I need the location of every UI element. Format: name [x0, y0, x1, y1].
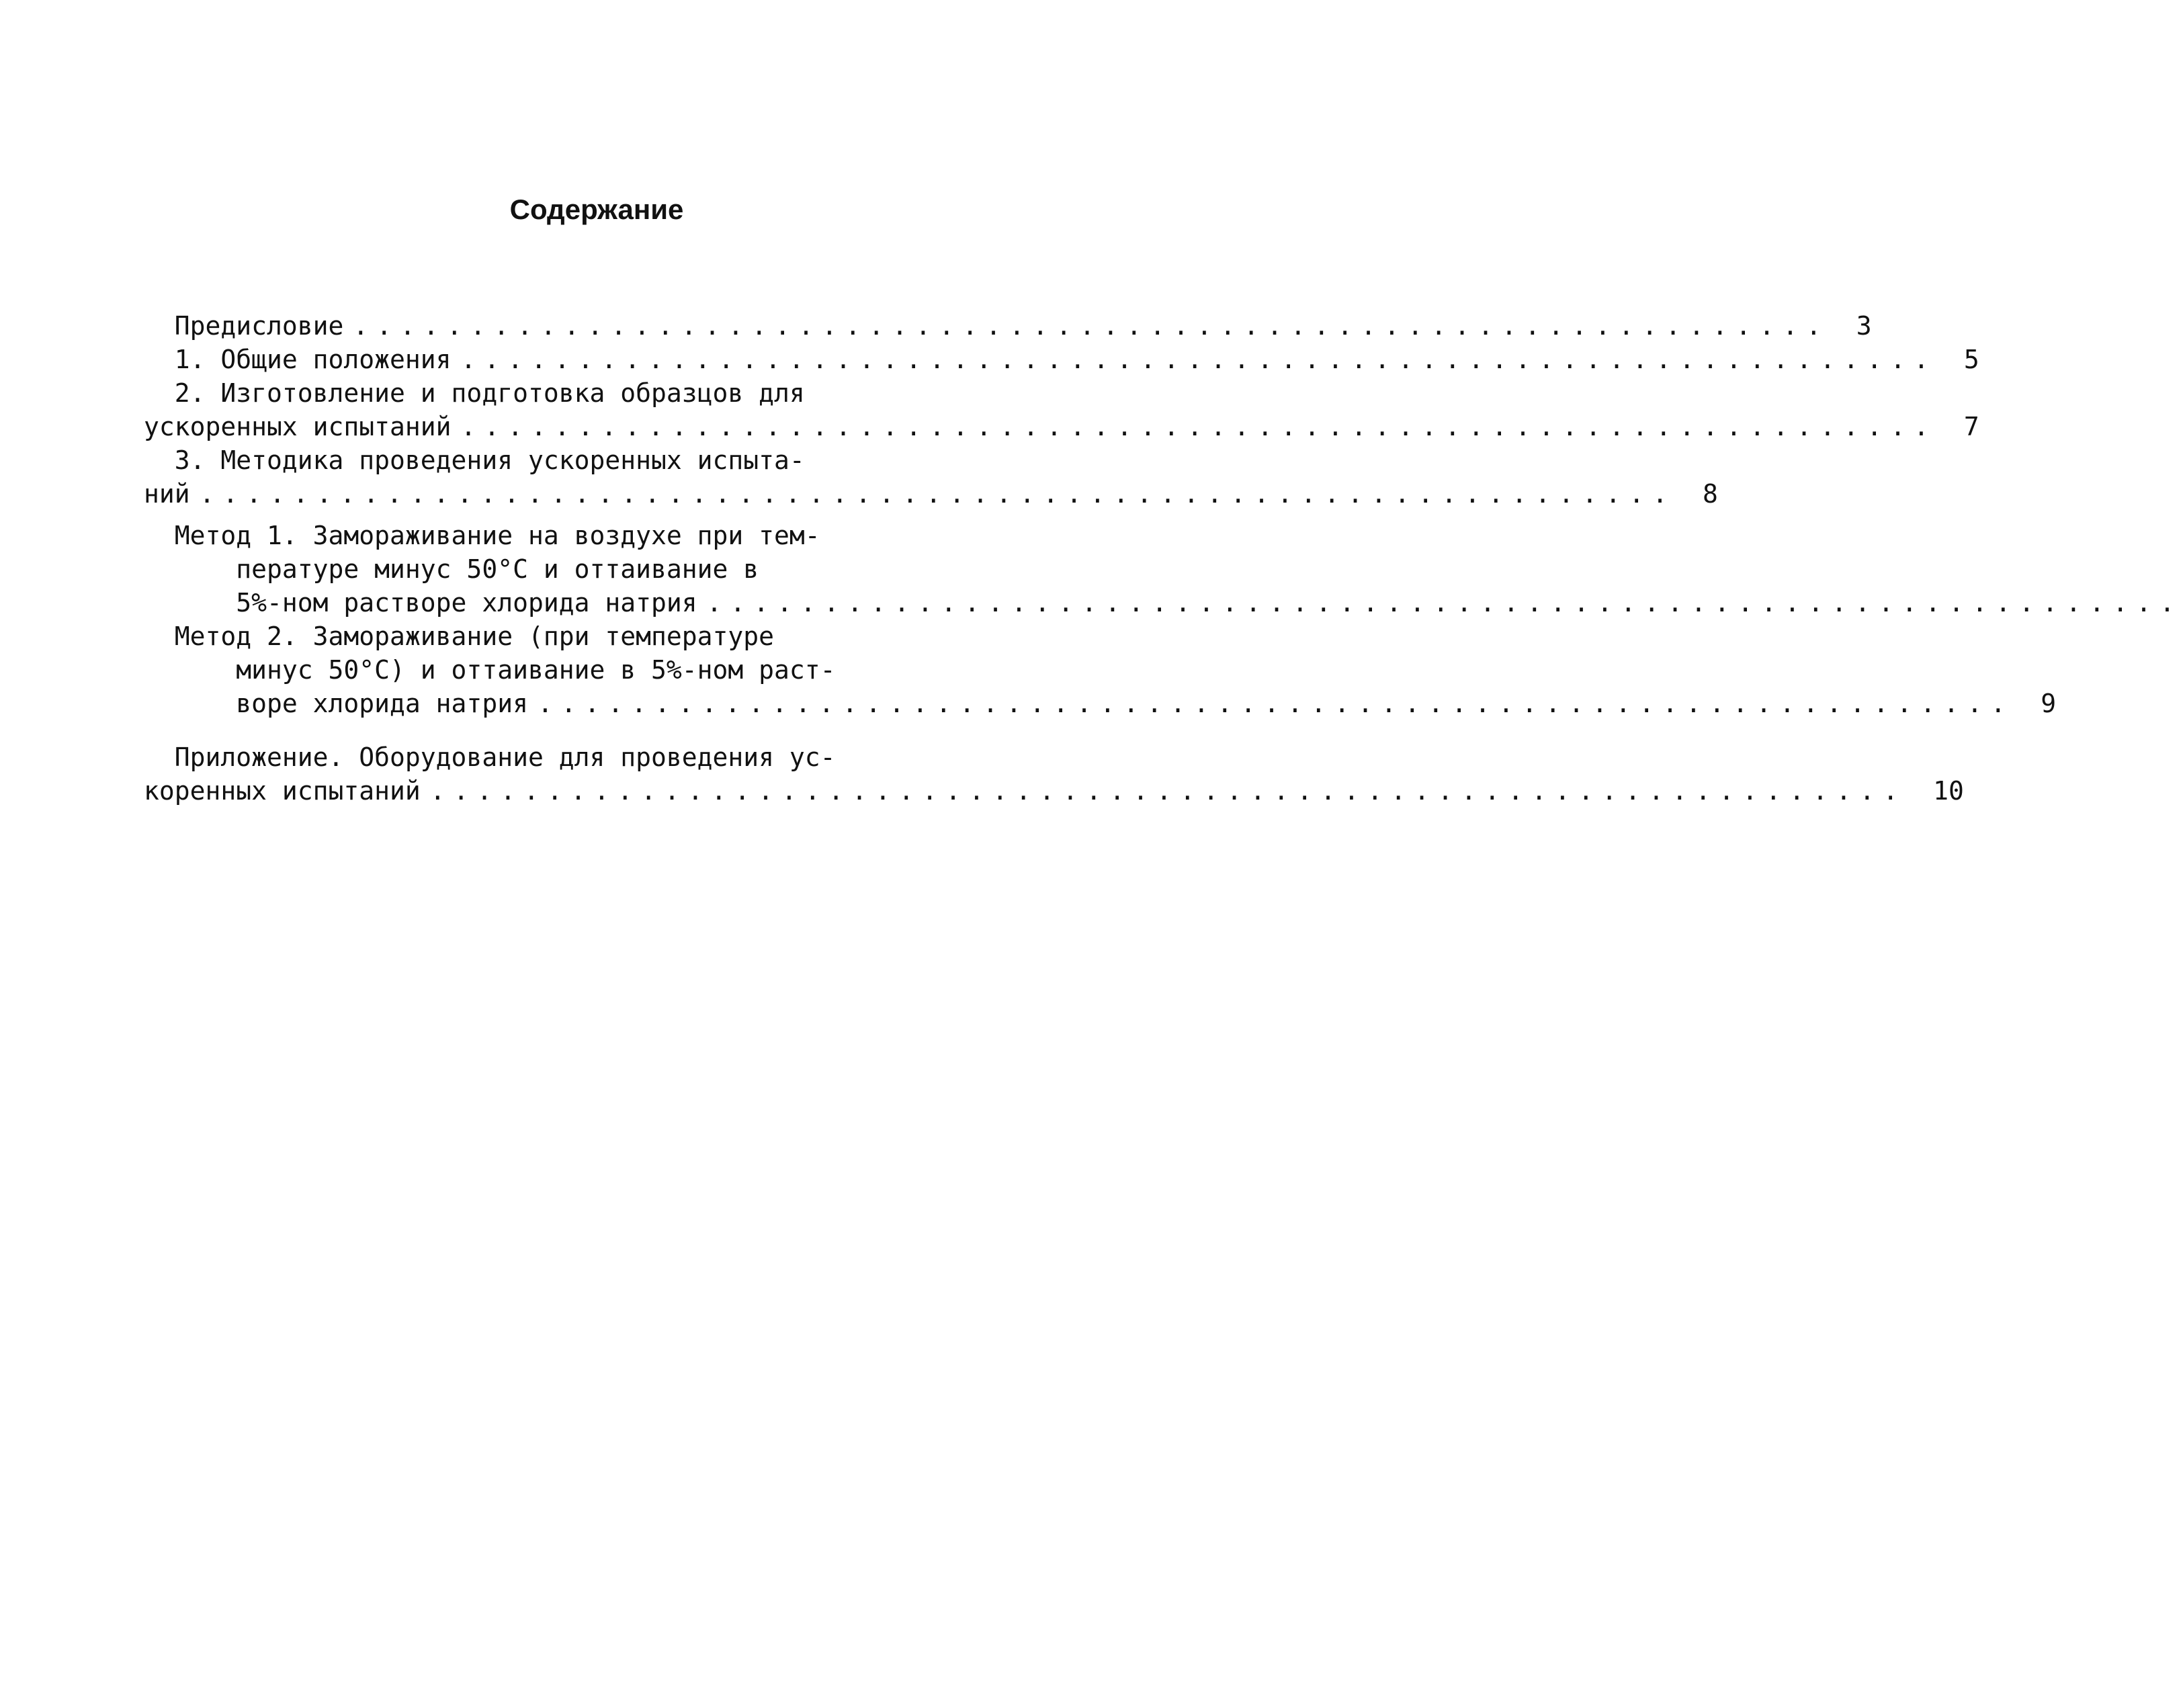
toc-text: пературе минус 50°С и оттаивание в — [144, 554, 759, 584]
toc-line — [144, 410, 1979, 443]
toc-text: Приложение. Оборудование для проведения ус- — [144, 742, 836, 772]
toc-leader: ............................................................... — [460, 345, 1937, 374]
toc-line — [144, 586, 2183, 620]
toc-page-number: 8 — [1702, 479, 1718, 509]
toc-line — [144, 620, 997, 653]
page-title: Содержание — [509, 194, 684, 225]
toc-line — [144, 740, 997, 774]
table-of-contents — [144, 309, 2183, 808]
toc-line — [144, 653, 997, 687]
toc-page-number: 9 — [2041, 689, 2057, 718]
toc-text: минус 50°С) и оттаивание в 5%-ном раст- — [144, 655, 836, 685]
toc-page-number: 3 — [1856, 311, 1872, 341]
toc-text: Метод 1. Замораживание на воздухе при тем- — [144, 521, 820, 550]
toc-line — [144, 477, 1718, 511]
toc-text: 3. Методика проведения ускоренных испыта- — [144, 445, 805, 475]
toc-text: 2. Изготовление и подготовка образцов для — [144, 378, 805, 408]
toc-leader: ............................................................... — [706, 588, 2183, 617]
toc-page-number: 10 — [1933, 776, 1964, 806]
toc-text: ний — [144, 479, 190, 509]
toc-leader: ............................................................... — [199, 479, 1676, 509]
toc-text: воре хлорида натрия — [144, 689, 528, 718]
toc-page-number: 5 — [1963, 345, 1979, 374]
toc-text: коренных испытаний — [144, 776, 421, 806]
toc-text: Метод 2. Замораживание (при температуре — [144, 622, 774, 651]
toc-line — [144, 519, 997, 552]
toc-text: 5%-ном растворе хлорида натрия — [144, 588, 697, 617]
toc-line — [144, 443, 997, 477]
toc-line — [144, 552, 997, 586]
toc-page-number: 7 — [1963, 412, 1979, 441]
toc-line — [144, 343, 1979, 376]
toc-line — [144, 687, 2057, 720]
toc-text: Предисловие — [144, 311, 344, 341]
toc-leader: ............................................................... — [460, 412, 1937, 441]
toc-leader: ............................................................... — [537, 689, 2014, 718]
toc-line — [144, 309, 1872, 343]
toc-line — [144, 774, 1964, 808]
toc-leader: ............................................................... — [429, 776, 1907, 806]
toc-leader: ............................................................... — [353, 311, 1830, 341]
toc-line — [144, 376, 997, 410]
toc-text: 1. Общие положения — [144, 345, 452, 374]
toc-text: ускоренных испытаний — [144, 412, 452, 441]
